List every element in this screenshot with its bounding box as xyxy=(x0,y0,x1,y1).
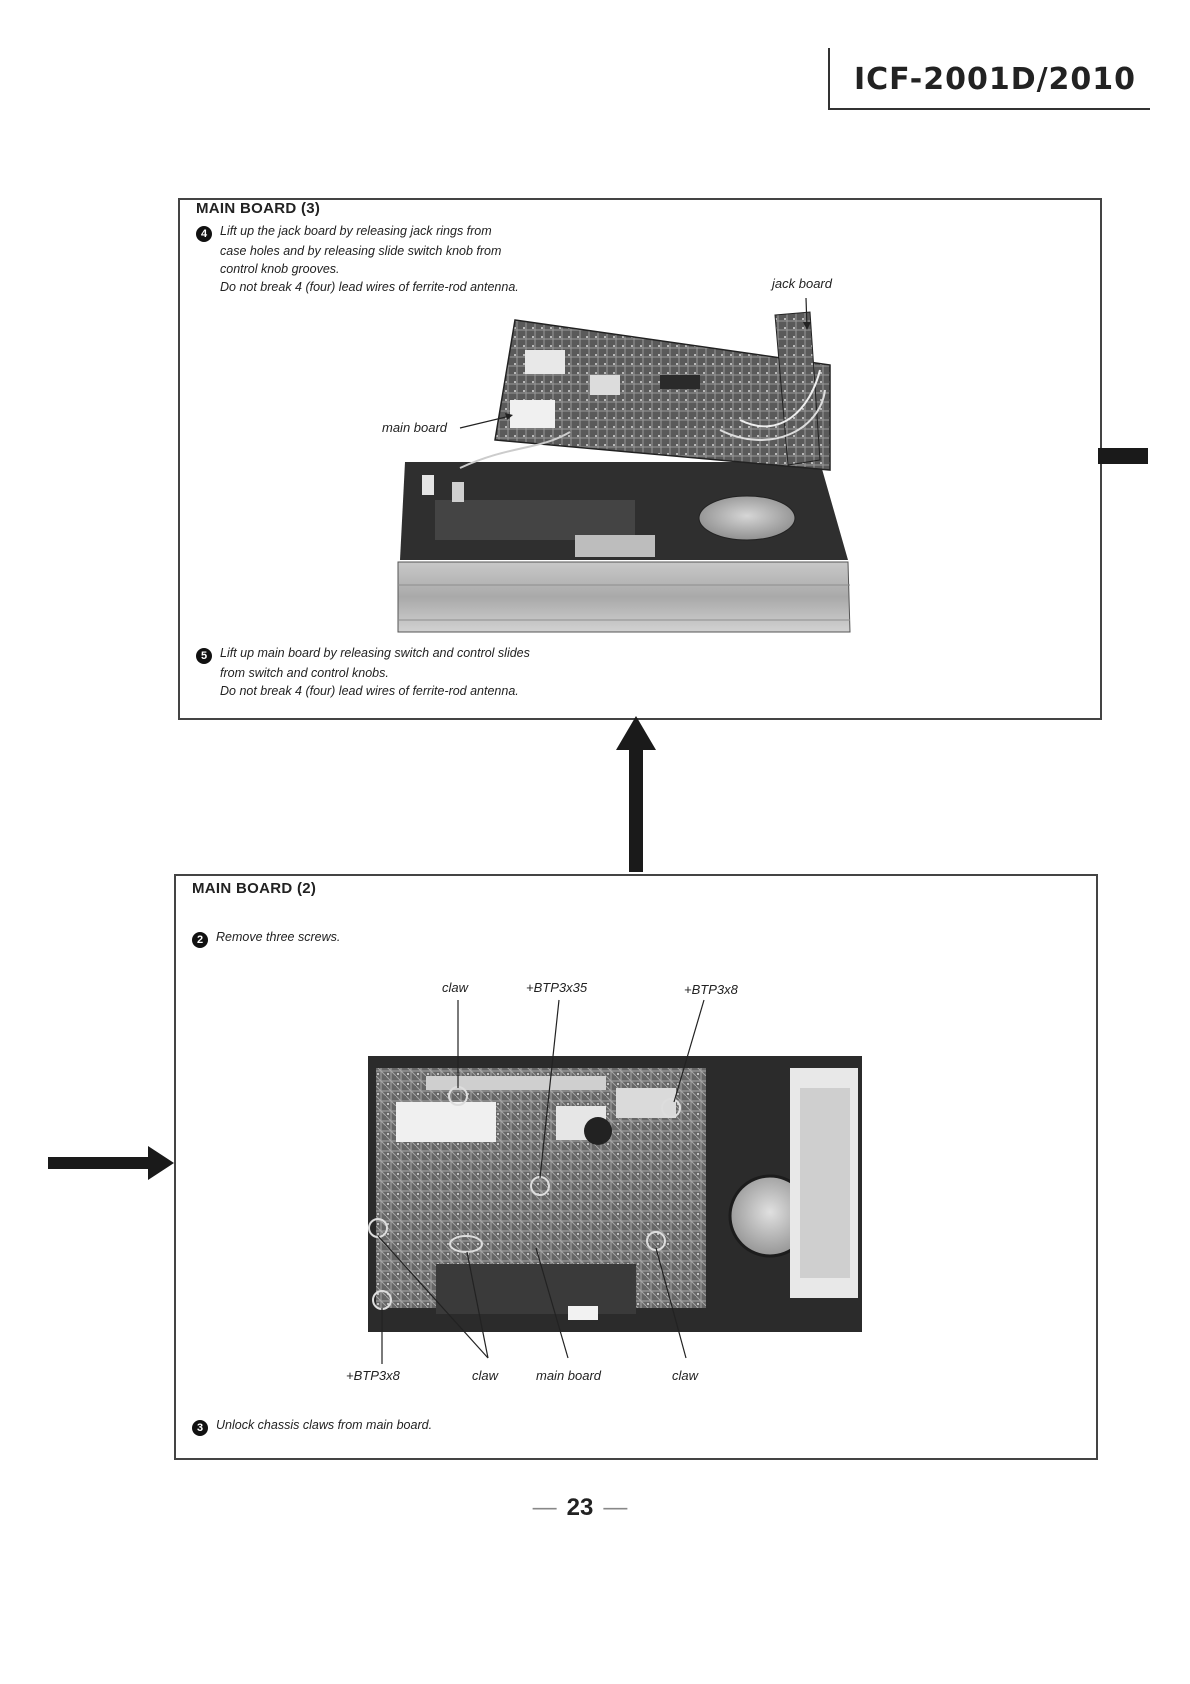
step-number-badge: 2 xyxy=(192,932,208,948)
page-number: — 23 — xyxy=(532,1494,628,1521)
up-arrow-icon xyxy=(610,716,662,872)
model-title: ICF-2001D/2010 xyxy=(854,62,1137,97)
right-arrow-icon xyxy=(48,1146,176,1180)
callout-claw-bottom-left: claw xyxy=(472,1368,499,1383)
page-number-value: 23 xyxy=(566,1494,594,1521)
step-line: from switch and control knobs. xyxy=(220,666,389,680)
main-board-top-view-photo xyxy=(176,876,1096,1458)
step-line: Unlock chassis claws from main board. xyxy=(216,1418,433,1432)
panel-main-board-2 xyxy=(174,874,1098,1460)
step-number-badge: 3 xyxy=(192,1420,208,1436)
step-number-badge: 5 xyxy=(196,648,212,664)
callout-screw-top-center: +BTP3x35 xyxy=(526,980,588,995)
callout-main-board: main board xyxy=(536,1368,602,1383)
step-3-instructions xyxy=(192,1416,432,1436)
step-line: Do not break 4 (four) lead wires of ferrite-rod antenna. xyxy=(220,684,519,698)
step-line: control knob grooves. xyxy=(220,262,340,276)
callout-claw-bottom-right: claw xyxy=(672,1368,699,1383)
callout-screw-bottom-left: +BTP3x8 xyxy=(346,1368,400,1383)
edge-marker-bar xyxy=(1098,448,1148,464)
step-line: case holes and by releasing slide switch knob from xyxy=(220,244,502,258)
leader-line-main-board xyxy=(180,200,1100,718)
step-line: Lift up main board by releasing switch and control slides xyxy=(220,646,530,660)
callout-jack-board: jack board xyxy=(772,276,832,291)
step-5-instructions xyxy=(196,644,530,700)
callout-screw-top-right: +BTP3x8 xyxy=(684,982,738,997)
callout-main-board: main board xyxy=(382,420,448,435)
step-number-badge: 4 xyxy=(196,226,212,242)
model-header xyxy=(828,48,1150,110)
callout-claw-top: claw xyxy=(442,980,469,995)
panel-title: MAIN BOARD (3) xyxy=(196,200,321,217)
step-line: Lift up the jack board by releasing jack rings from xyxy=(220,224,492,238)
panel-main-board-3 xyxy=(178,198,1102,720)
step-line: Remove three screws. xyxy=(216,930,341,944)
step-line: Do not break 4 (four) lead wires of ferrite-rod antenna. xyxy=(220,280,519,294)
panel-title: MAIN BOARD (2) xyxy=(192,880,317,897)
